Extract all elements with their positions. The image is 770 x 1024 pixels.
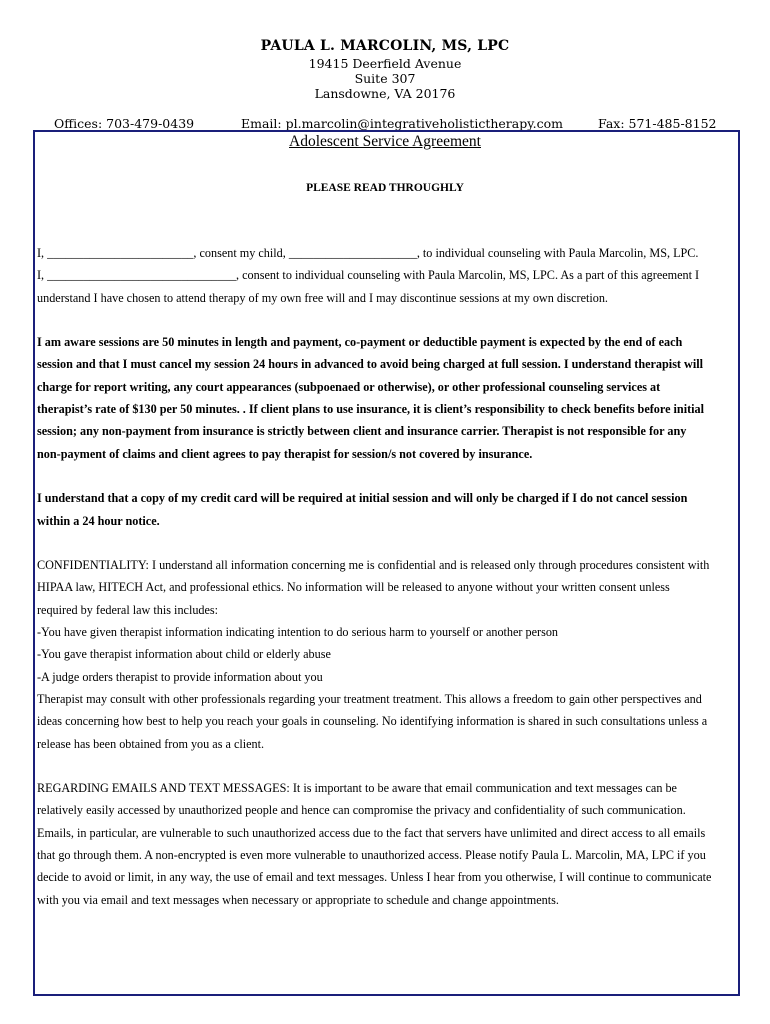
email-policy-line: that go through them. A non-encrypted is even more vulnerable to unauthorized access. Please notify Paula L. Marcolin, MA, LPC if you [37,848,706,863]
payment-line: therapist’s rate of $130 per 50 minutes. . If client plans to use insurance, it is client’s responsibility to check benefits before initial [37,402,705,417]
email-text-section [37,777,737,911]
document-subtitle: PLEASE READ THROUGHLY [306,182,464,194]
payment-line: non-payment of claims and client agrees to pay therapist for session/s not covered by insurance. [37,446,533,461]
confidentiality-line: release has been obtained from you as a client. [37,736,265,751]
confidentiality-line: required by federal law this includes: [37,602,219,617]
consent-line: understand I have chosen to attend therapy of my own free will and I may discontinue sessions at my own discretion. [37,290,608,305]
confidentiality-line: -You gave therapist information about child or elderly abuse [37,647,331,662]
consent-line: I, _______________________________, consent to individual counseling with Paula Marcolin, MS, LPC. As a part of this agreement I [37,268,700,283]
email-policy-line: decide to avoid or limit, in any way, the use of email and text messages. Unless I hear from you otherwise, I will continue to communicate [37,870,712,885]
consent-section [37,242,737,309]
practitioner-name: PAULA L. MARCOLIN, MS, LPC [260,38,510,54]
confidentiality-line: Therapist may consult with other professionals regarding your treatment treatment. This allows a freedom to gain other perspectives and [37,691,702,706]
email-policy-line: Emails, in particular, are vulnerable to such unauthorized access due to the fact that servers have unlimited and direct access to all emails [37,825,706,840]
document-title: Adolescent Service Agreement [289,133,481,150]
address-line-1: 19415 Deerfield Avenue [308,56,462,71]
email-policy-line: REGARDING EMAILS AND TEXT MESSAGES: It is important to be aware that email communication and text messages can be [37,781,677,796]
payment-line: I am aware sessions are 50 minutes in length and payment, co-payment or deductible payment is expected by the end of each [37,335,683,350]
payment-line: session and that I must cancel my session 24 hours in advanced to avoid being charged at full session. I understand therapist will [37,357,703,372]
email-address: Email: pl.marcolin@integrativeholistictherapy.com [241,116,563,131]
payment-line: session; any non-payment from insurance is strictly between client and insurance carrier. Therapist is not responsible for any [37,424,687,439]
email-policy-line: relatively easily accessed by unauthorized people and hence can compromise the privacy and confidentiality of such communication. [37,803,686,818]
fax-number: Fax: 571-485-8152 [598,116,717,131]
credit-line: I understand that a copy of my credit card will be required at initial session and will only be charged if I do not cancel session [37,491,688,506]
agreement-body [37,242,737,911]
confidentiality-line: -You have given therapist information indicating intention to do serious harm to yourself or another person [37,625,559,640]
confidentiality-line: ideas concerning how best to help you reach your goals in counseling. No identifying information is shared in such consultations unless a [37,714,708,729]
consent-line: I, ________________________, consent my child, _____________________, to individual counseling with Paula Marcolin, MS, LPC. [37,246,699,260]
credit-card-section [37,487,737,532]
confidentiality-section [37,554,737,755]
address-line-2: Suite 307 [354,71,416,86]
credit-line: within a 24 hour notice. [37,513,160,528]
address-line-3: Lansdowne, VA 20176 [314,86,456,101]
payment-section [37,331,737,465]
confidentiality-line: -A judge orders therapist to provide information about you [37,669,323,684]
payment-line: charge for report writing, any court appearances (subpoenaed or otherwise), or other professional counseling services at [37,379,661,394]
office-phone: Offices: 703-479-0439 [54,116,195,131]
email-policy-line: with you via email and text messages when necessary or appropriate to schedule and change appointments. [37,892,559,907]
confidentiality-line: HIPAA law, HITECH Act, and professional ethics. No information will be released to anyone without your written consent unless [37,580,670,595]
confidentiality-line: CONFIDENTIALITY: I understand all information concerning me is confidential and is released only through procedures consistent with [37,558,710,573]
